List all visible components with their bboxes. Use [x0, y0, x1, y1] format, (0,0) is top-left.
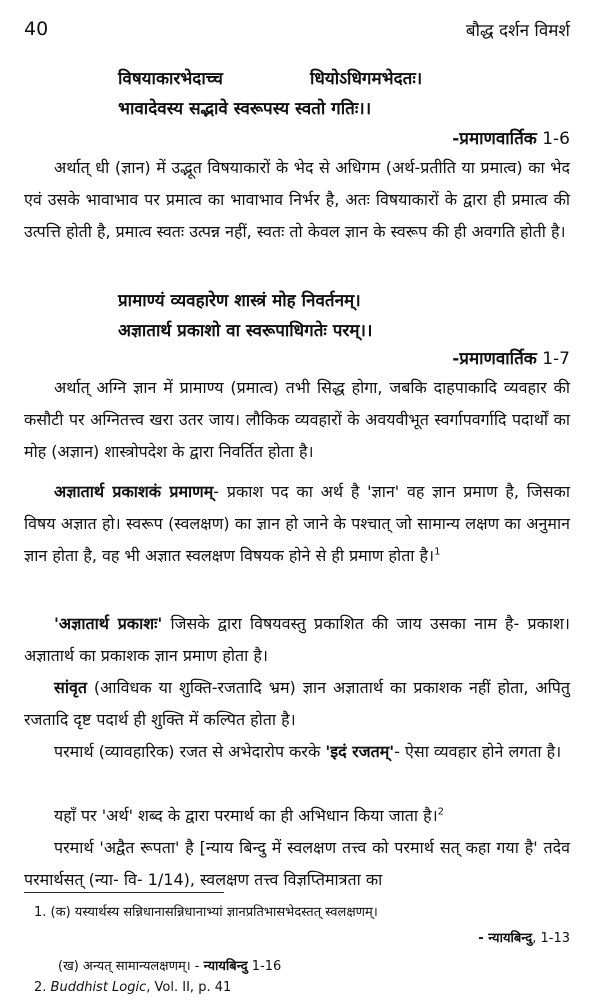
paragraph-5-text: (आविधक या शुक्ति-रजतादि भ्रम) ज्ञान अज्ञातार्थ का प्रकाशक नहीं होता, अपितु रजतादि दृष्ट पदार्थ ही शुक्ति में कल्पित होता है।: [24, 678, 570, 729]
paragraph-5: [24, 672, 570, 736]
paragraph-4-term: 'अज्ञातार्थ प्रकाशः': [54, 614, 163, 633]
paragraph-6: [24, 736, 570, 768]
paragraph-3: [24, 476, 570, 572]
footnote-ref-2: 2: [437, 806, 445, 818]
paragraph-4-text: जिसके द्वारा विषयवस्तु प्रकाशित की जाय उसका नाम है- प्रकाश। अज्ञातार्थ का प्रकाशक ज्ञान प्रमाण होता है।: [24, 614, 570, 665]
footnote-2-number: 2.: [34, 980, 51, 995]
running-title: बौद्ध दर्शन विमर्श: [465, 21, 570, 41]
page-number: 40: [24, 18, 49, 40]
footnote-2-rest: , Vol. II, p. 41: [146, 980, 232, 995]
paragraph-5-term: सांवृत: [54, 678, 87, 697]
paragraph-3-text: - प्रकाश पद का अर्थ है 'ज्ञान' वह ज्ञान प्रमाण है, जिसका विषय अज्ञात हो। स्वरूप (स्वलक्षण) का ज्ञान हो जाने के पश्चात् जो सामान्य लक्षण का अनुमान ज्ञान होता है, वह भी अज्ञात स्वलक्षण विषयक होने से ही प्रमाण होता है।: [24, 482, 570, 565]
verse1-line1a: विषयाकारभेदाच्च: [118, 69, 223, 89]
footnote-1a-source-name: - न्यायबिन्दु: [478, 931, 533, 946]
paragraph-2: अर्थात् अग्नि ज्ञान में प्रामाण्य (प्रमात्व) तभी सिद्ध होगा, जबकि दाहपाकादि व्यवहार की कसौटी पर अग्नितत्त्व खरा उतर जाय। लौकिक व्यवहारों के अवयवीभूत स्वर्गापवर्गादि पदार्थों का मोह (अज्ञान) शास्त्रोपदेश के द्वारा निवर्तित होता है।: [24, 378, 570, 461]
paragraph-6-text2: - ऐसा व्यवहार होने लगता है।: [394, 742, 562, 761]
footnote-2: [34, 980, 231, 995]
verse2-source-name: -प्रमाणवार्तिक: [452, 349, 537, 369]
paragraph-3-term: अज्ञातार्थ प्रकाशकं प्रमाणम्: [54, 482, 214, 501]
footnote-1b-text: (ख) अन्यत् सामान्यलक्षणम्। -: [58, 959, 204, 974]
footnote-1b: [58, 956, 281, 974]
footnote-2-title: Buddhist Logic: [50, 980, 147, 995]
footnote-ref-1: 1: [434, 546, 441, 558]
paragraph-6-term: 'इदं रजतम्': [325, 742, 395, 761]
verse1-source-name: -प्रमाणवार्तिक: [452, 129, 537, 149]
footnote-1a-source-ref: , 1-13: [532, 931, 570, 946]
verse2-source: [452, 346, 570, 369]
verse1-source: [452, 126, 570, 149]
footnote-1a: 1. (क) यस्यार्थस्य सन्निधानासन्निधानाभ्यां ज्ञानप्रतिभासभेदस्तत् स्वलक्षणम्।: [34, 905, 378, 920]
verse1-line2: भावादेवस्य सद्भावे स्वरूपस्य स्वतो गतिः।।: [118, 99, 372, 119]
paragraph-7-text: यहाँ पर 'अर्थ' शब्द के द्वारा परमार्थ का ही अभिधान किया जाता है।: [54, 806, 438, 825]
footnote-1b-source-name: न्यायबिन्दु: [203, 959, 248, 974]
footnote-1a-source: [478, 928, 570, 946]
footnote-divider: [24, 892, 224, 893]
page-header: [24, 18, 570, 42]
paragraph-6-text1: परमार्थ (व्यावहारिक) रजत से अभेदारोप करके: [54, 742, 326, 761]
verse2-line2: अज्ञातार्थ प्रकाशो वा स्वरूपाधिगतेः परम्।।: [118, 321, 373, 341]
paragraph-1: अर्थात् धी (ज्ञान) में उद्भूत विषयाकारों के भेद से अधिगम (अर्थ-प्रतीति या प्रमात्व) का भेद एवं उसके भावाभाव पर प्रमात्व का भावाभाव निर्भर है, अतः विषयाकारों के द्वारा ही प्रमात्व की उत्पत्ति होती है, प्रमात्व स्वतः उत्पन्न नहीं, स्वतः तो केवल ज्ञान के स्वरूप की ही अवगति होती है।: [24, 158, 570, 241]
paragraph-7: [24, 800, 570, 832]
paragraph-8: परमार्थ 'अद्वैत रूपता' है [न्याय बिन्दु में स्वलक्षण तत्त्व को परमार्थ सत् कहा गया है' तदेव परमार्थसत् (न्या- वि- 1/14), स्वलक्षण तत्त्व विज्ञप्तिमात्रता का: [24, 838, 570, 889]
verse1-source-ref: 1-6: [536, 129, 570, 149]
paragraph-4: [24, 608, 570, 672]
footnote-1b-source-ref: 1-16: [247, 959, 282, 974]
verse2-line1: प्रामाण्यं व्यवहारेण शास्त्रं मोह निवर्तनम्।: [118, 291, 361, 311]
verse2-source-ref: 1-7: [536, 349, 570, 369]
verse1-line1b: धियोऽधिगमभेदतः।: [310, 69, 423, 89]
